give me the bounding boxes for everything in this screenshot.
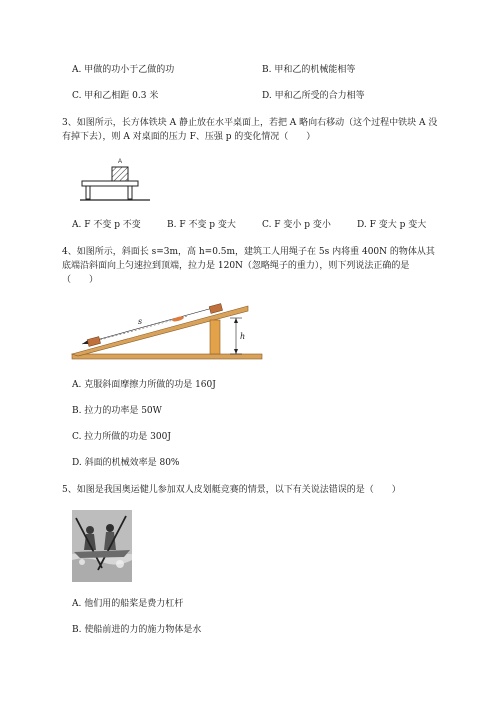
q4-option-b: B. 拉力的功率是 50W xyxy=(72,406,162,416)
q2-option-d: D. 甲和乙所受的合力相等 xyxy=(262,91,365,101)
q4-option-c: C. 拉力所做的功是 300J xyxy=(72,432,171,442)
q4-option-d: D. 斜面的机械效率是 80% xyxy=(72,458,180,468)
q5-option-b: B. 使船前进的力的施力物体是水 xyxy=(72,625,202,635)
length-label-s: s xyxy=(138,317,143,326)
object-bottom xyxy=(87,337,100,347)
q3-option-a: A. F 不变 p 不变 xyxy=(72,220,141,230)
q2-option-b: B. 甲和乙的机械能相等 xyxy=(262,65,356,75)
q3-option-c: C. F 变小 p 变小 xyxy=(262,220,331,230)
kayak-photo xyxy=(72,510,132,582)
q4-incline-figure xyxy=(70,292,270,364)
block-label-a: A xyxy=(117,159,123,165)
q3-option-d: D. F 变大 p 变大 xyxy=(357,220,427,230)
height-label-h: h xyxy=(240,332,246,341)
q2-option-c: C. 甲和乙相距 0.3 米 xyxy=(72,91,159,101)
q5-stem: 5、如图是我国奥运健儿参加双人皮划艇竞赛的情景，以下有关说法错误的是（ ） xyxy=(62,485,401,495)
object-top xyxy=(209,304,222,314)
iron-block-a xyxy=(112,167,128,181)
q4-option-a: A. 克服斜面摩擦力所做的功是 160J xyxy=(72,380,216,390)
table-top xyxy=(82,181,138,186)
q3-stem: 3、如图所示，长方体铁块 A 静止放在水平桌面上，若把 A 略向右移动（这个过程中铁块 A 没有掉下去），则 A 对桌面的压力 F、压强 p 的变化情况（ ） xyxy=(62,118,438,142)
q3-table-figure xyxy=(80,158,160,203)
q2-option-a: A. 甲做的功小于乙做的功 xyxy=(72,65,175,75)
q5-option-a: A. 他们用的船桨是费力杠杆 xyxy=(72,599,184,609)
q4-stem: 4、如图所示，斜面长 s=3m，高 h=0.5m，建筑工人用绳子在 5s 内将重 400N 的物体从其底端沿斜面向上匀速拉到顶端，拉力是 120N（忽略绳子的重力），则下列说法正确的是（ ） xyxy=(62,247,435,285)
q3-option-b: B. F 不变 p 变大 xyxy=(167,220,236,230)
